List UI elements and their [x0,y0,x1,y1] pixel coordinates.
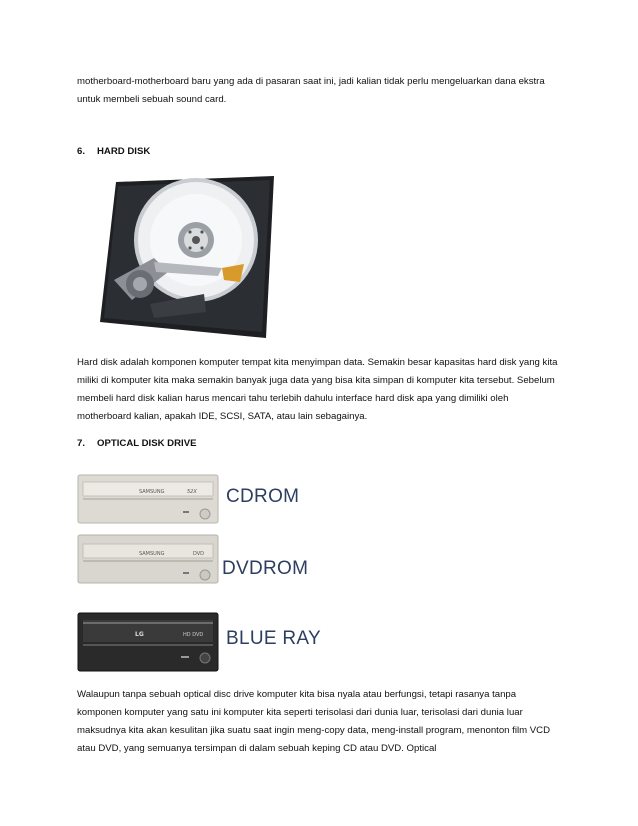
section-7-heading [77,438,197,449]
blu-ray-brand: LG [135,631,144,638]
section-6-number: 6. [77,146,86,157]
cdrom-badge: 52X [187,489,197,495]
cdrom-brand: SAMSUNG [139,489,165,495]
blu-ray-label: BLUE RAY [226,628,321,649]
dvdrom-drive-image [77,534,219,584]
dvdrom-label: DVDROM [222,558,309,579]
optical-drive-paragraph: Walaupun tanpa sebuah optical disc drive komputer kita bisa nyala atau berfungsi, tetapi rasanya tanpa komponen komputer yang satu ini komputer kita seperti terisolasi dari dunia luar, terisolasi dari dunia luar maksudnya kita akan kesulitan jika suatu saat ingin meng-copy data, meng-install program, menonton film VCD atau DVD, yang semuanya tersimpan di dalam sebuah keping CD atau DVD. Optical [77,689,550,754]
section-7-number: 7. [77,438,86,449]
cdrom-label: CDROM [226,486,300,507]
hard-disk-paragraph: Hard disk adalah komponen komputer tempat kita menyimpan data. Semakin besar kapasitas hard disk yang kita miliki di komputer kita maka semakin banyak juga data yang bisa kita simpan di komputer kita tersebut. Sebelum membeli hard disk kalian harus mencari tahu terlebih dahulu interface hard disk apa yang dimiliki oleh motherboard kalian, apakah IDE, SCSI, SATA, atau lain sebagainya. [77,357,558,422]
hard-disk-image [94,172,280,344]
cdrom-drive-image [77,474,219,524]
blu-ray-badge: HD DVD [183,632,204,638]
dvdrom-badge: DVD [193,551,205,557]
dvdrom-brand: SAMSUNG [139,551,165,557]
intro-paragraph: motherboard-motherboard baru yang ada di pasaran saat ini, jadi kalian tidak perlu mengeluarkan dana ekstra untuk membeli sebuah sound card. [77,76,545,105]
section-6-title: HARD DISK [97,146,151,157]
blu-ray-drive-image [77,612,219,672]
section-7-title: OPTICAL DISK DRIVE [97,438,197,449]
section-6-heading [77,146,150,157]
